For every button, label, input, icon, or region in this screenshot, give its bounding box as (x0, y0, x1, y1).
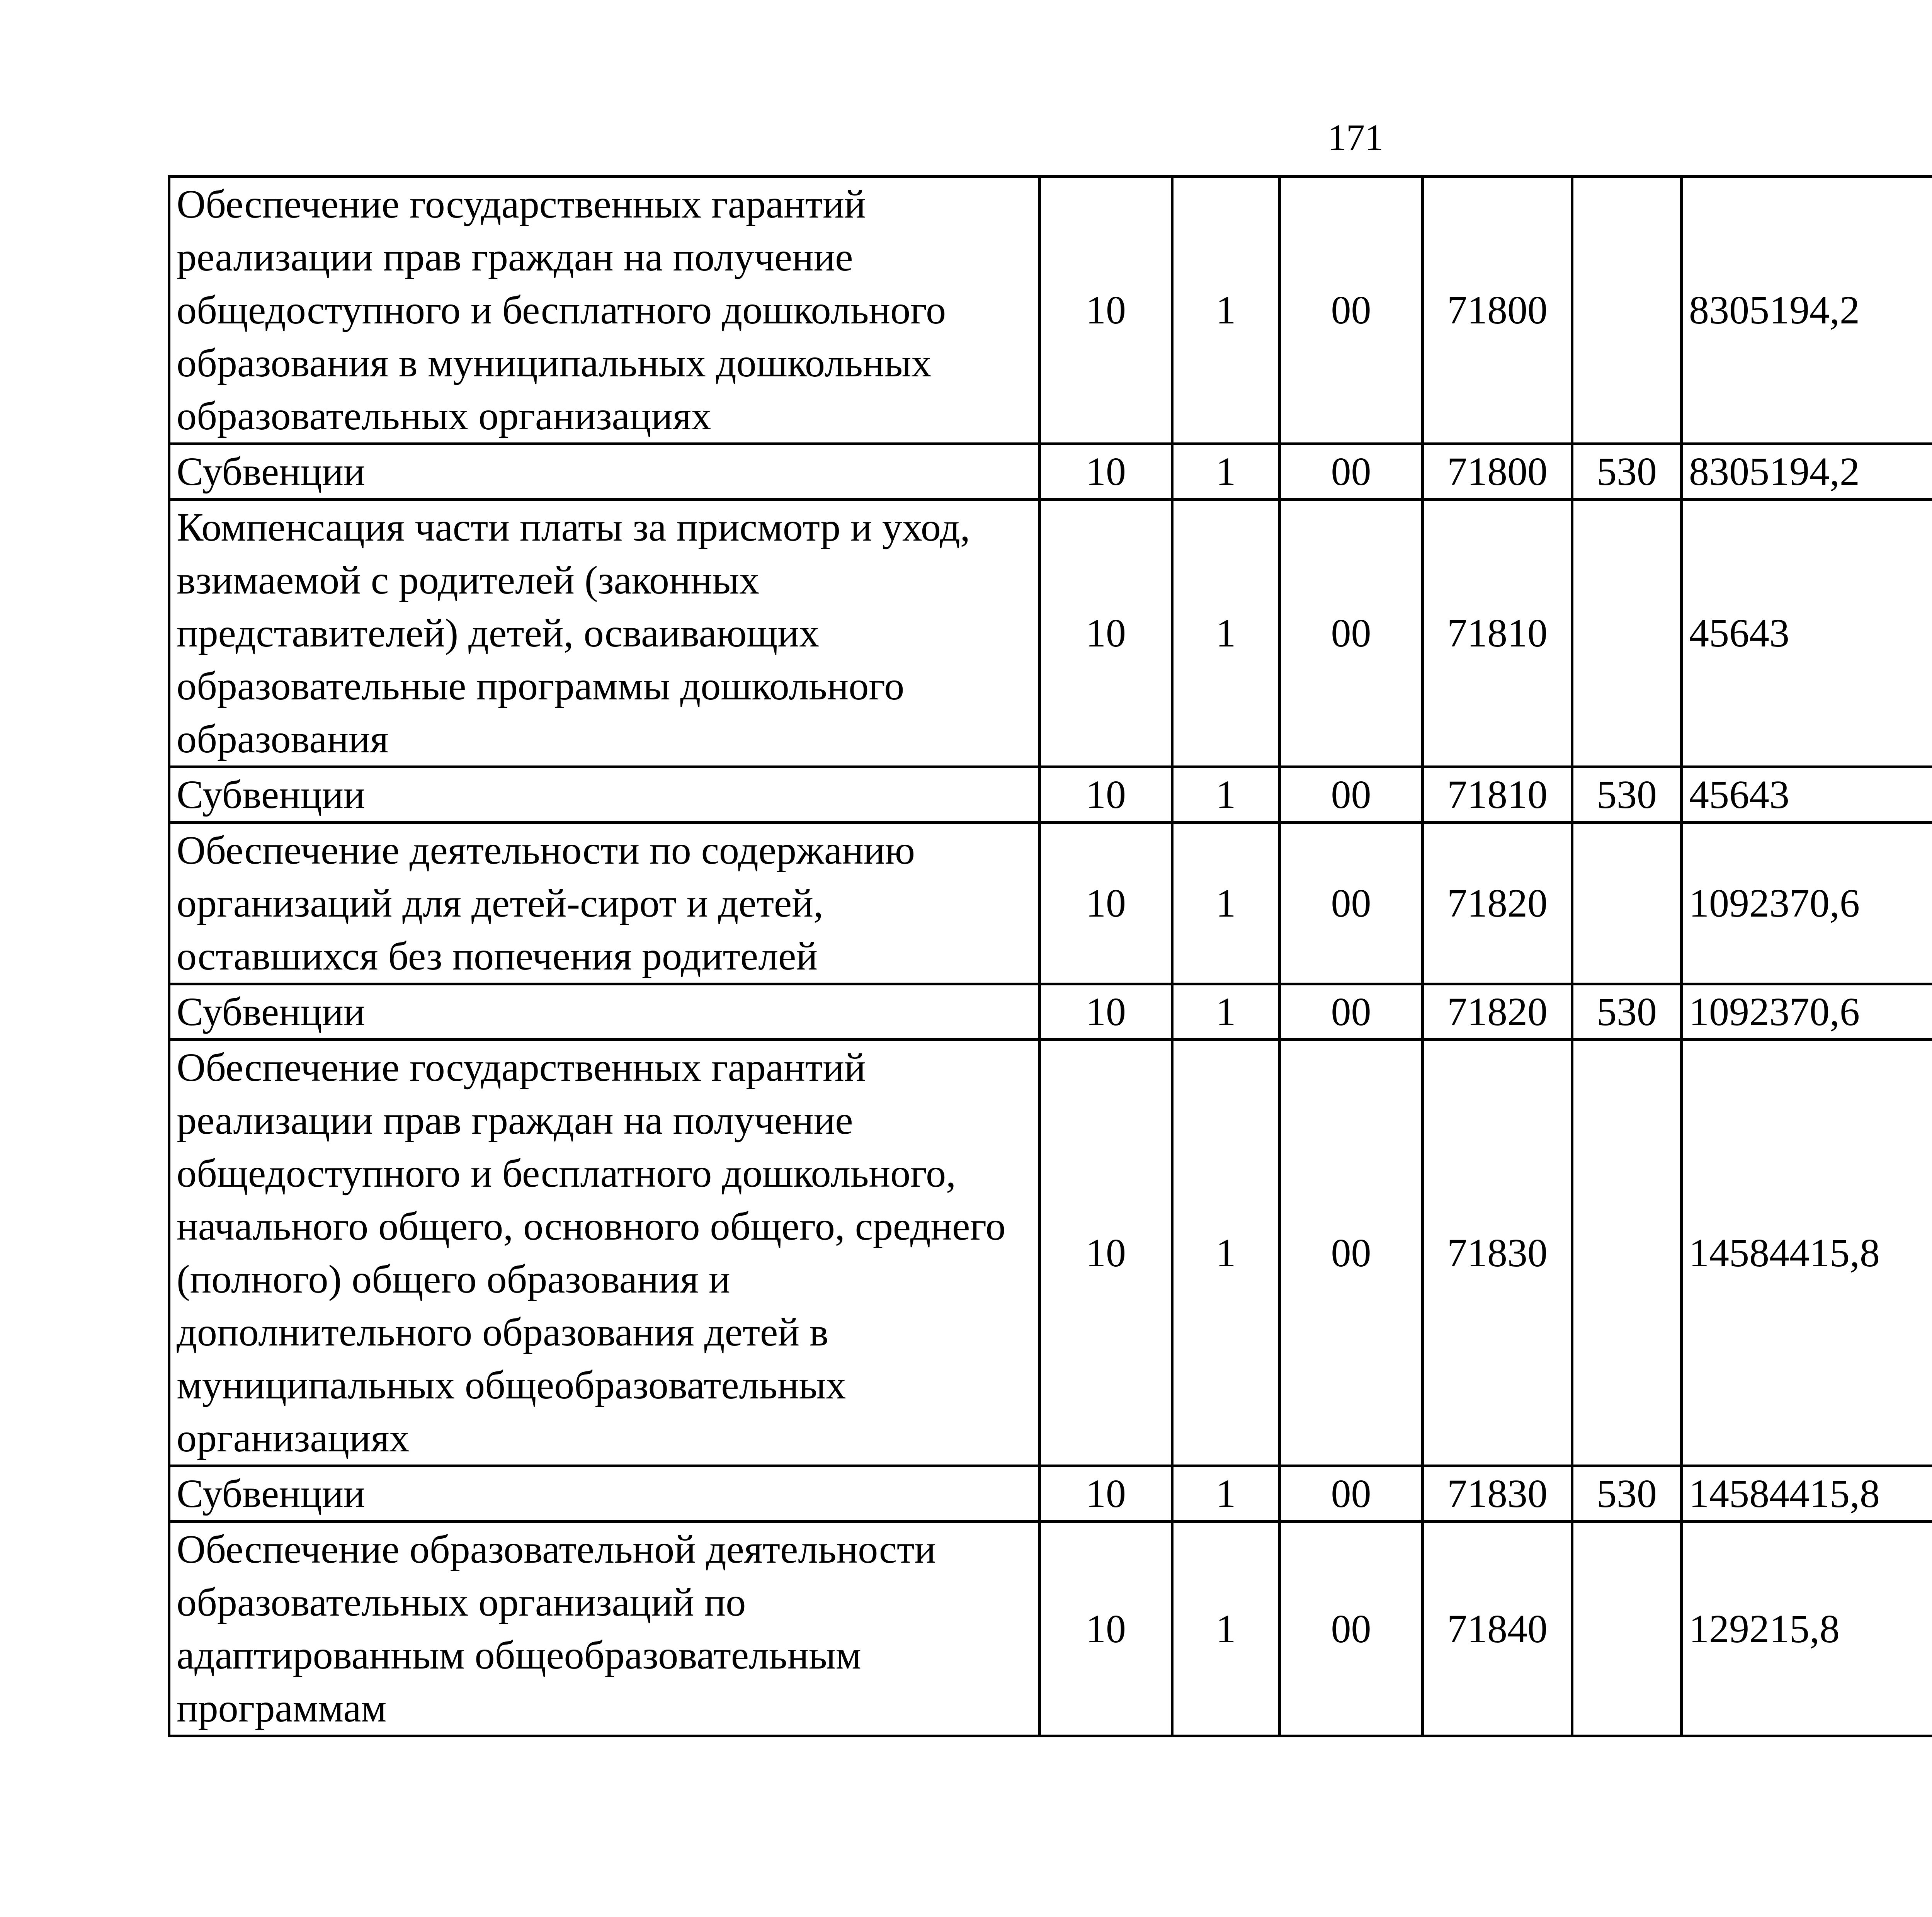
row-name: Субвенции (169, 767, 1040, 823)
expense-type-code (1572, 823, 1682, 984)
direction-code: 71800 (1423, 444, 1572, 500)
program-code: 1 (1172, 1466, 1280, 1522)
expense-type-code (1572, 500, 1682, 767)
direction-code: 71810 (1423, 767, 1572, 823)
direction-code: 71820 (1423, 823, 1572, 984)
program-code: 1 (1172, 767, 1280, 823)
amount-year-1: 14584415,8 (1682, 1466, 1932, 1522)
page-number: 171 (1328, 117, 1383, 158)
program-code: 1 (1172, 823, 1280, 984)
section-code: 10 (1040, 444, 1172, 500)
program-code: 1 (1172, 500, 1280, 767)
section-code: 10 (1040, 1466, 1172, 1522)
amount-year-1: 1092370,6 (1682, 823, 1932, 984)
subprogram-code: 00 (1280, 984, 1423, 1040)
row-name: Обеспечение деятельности по содержанию организаций для детей-сирот и детей, оставшихся без попечения родителей (169, 823, 1040, 984)
direction-code: 71840 (1423, 1522, 1572, 1736)
subprogram-code: 00 (1280, 1040, 1423, 1466)
amount-year-1: 1092370,6 (1682, 984, 1932, 1040)
amount-year-1: 129215,8 (1682, 1522, 1932, 1736)
section-code: 10 (1040, 767, 1172, 823)
expense-type-code (1572, 1522, 1682, 1736)
table-row (169, 177, 1932, 444)
row-name: Обеспечение образовательной деятельности образовательных организаций по адаптированным общеобразовательным программам (169, 1522, 1040, 1736)
program-code: 1 (1172, 444, 1280, 500)
table-row (169, 1522, 1932, 1736)
table-row (169, 444, 1932, 500)
expense-type-code: 530 (1572, 767, 1682, 823)
table-row (169, 1466, 1932, 1522)
amount-year-1: 14584415,8 (1682, 1040, 1932, 1466)
section-code: 10 (1040, 177, 1172, 444)
table-row (169, 823, 1932, 984)
row-name: Субвенции (169, 444, 1040, 500)
section-code: 10 (1040, 1040, 1172, 1466)
program-code: 1 (1172, 1522, 1280, 1736)
expense-type-code (1572, 1040, 1682, 1466)
table-row (169, 1040, 1932, 1466)
subprogram-code: 00 (1280, 823, 1423, 984)
subprogram-code: 00 (1280, 177, 1423, 444)
budget-table (168, 175, 1932, 1737)
program-code: 1 (1172, 1040, 1280, 1466)
direction-code: 71830 (1423, 1466, 1572, 1522)
amount-year-1: 8305194,2 (1682, 444, 1932, 500)
subprogram-code: 00 (1280, 1522, 1423, 1736)
expense-type-code: 530 (1572, 444, 1682, 500)
direction-code: 71820 (1423, 984, 1572, 1040)
subprogram-code: 00 (1280, 500, 1423, 767)
section-code: 10 (1040, 984, 1172, 1040)
row-name: Компенсация части платы за присмотр и уход, взимаемой с родителей (законных представителей) детей, осваивающих образовательные программы дошкольного образования (169, 500, 1040, 767)
expense-type-code (1572, 177, 1682, 444)
section-code: 10 (1040, 500, 1172, 767)
amount-year-1: 45643 (1682, 500, 1932, 767)
expense-type-code: 530 (1572, 984, 1682, 1040)
amount-year-1: 8305194,2 (1682, 177, 1932, 444)
expense-type-code: 530 (1572, 1466, 1682, 1522)
row-name: Обеспечение государственных гарантий реализации прав граждан на получение общедоступного и бесплатного дошкольного, начального общего, основного общего, среднего (полного) общего образования и дополнительного образования детей в муниципальных общеобразовательных организациях (169, 1040, 1040, 1466)
direction-code: 71810 (1423, 500, 1572, 767)
row-name: Субвенции (169, 984, 1040, 1040)
program-code: 1 (1172, 177, 1280, 444)
table-row (169, 984, 1932, 1040)
direction-code: 71830 (1423, 1040, 1572, 1466)
section-code: 10 (1040, 1522, 1172, 1736)
subprogram-code: 00 (1280, 1466, 1423, 1522)
table-row (169, 500, 1932, 767)
program-code: 1 (1172, 984, 1280, 1040)
section-code: 10 (1040, 823, 1172, 984)
amount-year-1: 45643 (1682, 767, 1932, 823)
row-name: Обеспечение государственных гарантий реализации прав граждан на получение общедоступного и бесплатного дошкольного образования в муниципальных дошкольных образовательных организациях (169, 177, 1040, 444)
direction-code: 71800 (1423, 177, 1572, 444)
table-row (169, 767, 1932, 823)
row-name: Субвенции (169, 1466, 1040, 1522)
subprogram-code: 00 (1280, 767, 1423, 823)
subprogram-code: 00 (1280, 444, 1423, 500)
